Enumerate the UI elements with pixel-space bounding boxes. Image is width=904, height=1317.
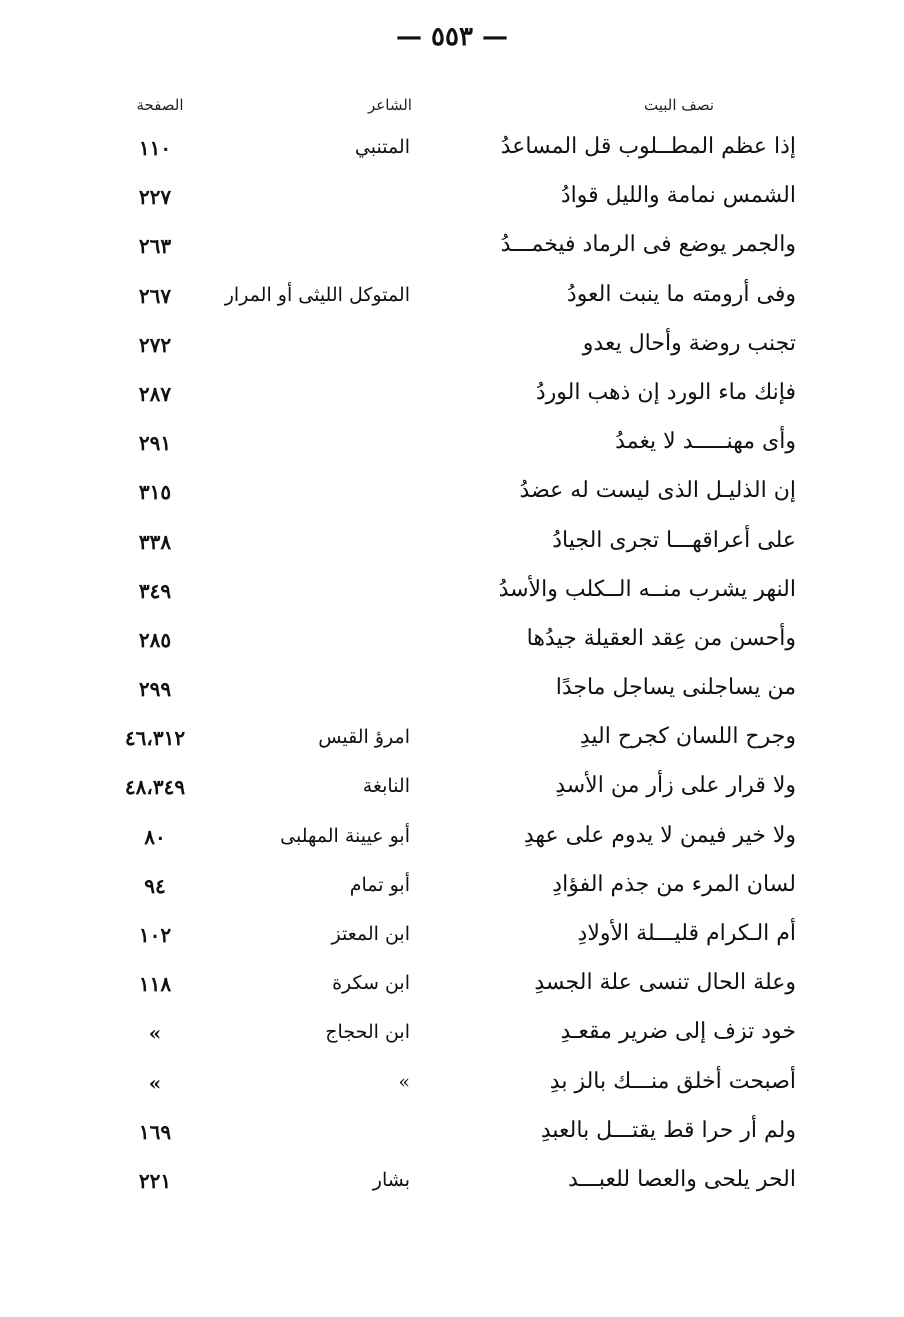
page-reference: ٣١٥ [138, 480, 172, 505]
page-reference: ١١٠ [138, 136, 172, 160]
page-reference: ٤٦،٣١٢ [124, 726, 186, 751]
table-row [0, 175, 904, 224]
table-header [0, 96, 904, 120]
page-reference: ٨٠ [144, 824, 166, 849]
page-reference: » [148, 1021, 162, 1046]
poet-name: ابن الحجاج [325, 1021, 410, 1044]
verse-half: أصبحت أخلق منـــك بالز بدِ [549, 1068, 796, 1094]
table-row [0, 1011, 904, 1060]
page-reference: ٣٣٨ [138, 529, 172, 554]
table-row [0, 864, 904, 913]
header-poet: الشاعر [368, 96, 412, 114]
table-row [0, 962, 904, 1011]
table-row [0, 126, 904, 175]
table-row [0, 716, 904, 765]
verse-half: خود تزف إلى ضرير مقعـدِ [560, 1019, 796, 1045]
table-row [0, 618, 904, 667]
table-row [0, 569, 904, 618]
table-row [0, 1061, 904, 1110]
verse-half: إذا عظم المطــلوب قل المساعدُ [500, 134, 796, 159]
page-reference: ٢٦٣ [138, 234, 172, 259]
verse-half: ولم أر حرا قط يقتـــل بالعبدِ [540, 1117, 796, 1143]
table-row [0, 274, 904, 323]
poet-name: النابغة [362, 775, 410, 798]
table-row [0, 520, 904, 569]
table-row [0, 224, 904, 273]
page-reference: ٢٩١ [138, 431, 172, 456]
verse-half: ولا خير فيمن لا يدوم على عهدِ [523, 822, 796, 848]
verse-half: وعلة الحال تنسى علة الجسدِ [534, 970, 796, 996]
header-verse: نصف البيت [644, 96, 714, 114]
verse-half: إن الذليـل الذى ليست له عضدُ [519, 478, 796, 504]
table-row [0, 372, 904, 421]
verse-half: أم الـكرام قليـــلة الأولادِ [577, 921, 796, 946]
table-row [0, 1110, 904, 1159]
verse-half: وأى مهنـــــد لا يغمدُ [615, 429, 796, 455]
page-number: — ٥٥٣ — [395, 22, 509, 52]
page-reference: ٢٦٧ [138, 283, 172, 308]
poet-name: المتوكل الليثى أو المرار [224, 283, 410, 306]
verse-half: وأحسن من عِقد العقيلة جيدُها [526, 625, 796, 651]
verse-half: على أعراقهـــا تجرى الجيادُ [552, 527, 796, 553]
verse-half: تجنب روضة وأحال يعدو [582, 330, 796, 356]
page-reference: ٣٤٩ [138, 578, 172, 603]
page-reference: ٢٨٥ [138, 627, 172, 652]
table-row [0, 765, 904, 814]
verse-half: الشمس نمامة والليل قوادُ [560, 183, 796, 209]
poet-name: » [398, 1070, 410, 1093]
table-row [0, 323, 904, 372]
page-reference: ٢٩٩ [138, 677, 172, 702]
verse-half: ولا قرار على زأر من الأسدِ [555, 773, 796, 799]
page-reference: ٢٢١ [138, 1168, 172, 1193]
page-reference: ٢٧٢ [138, 332, 172, 357]
table-row [0, 470, 904, 519]
verse-half: لسان المرء من جذم الفؤادِ [552, 871, 796, 897]
index-table [0, 126, 904, 1208]
page-reference: ٩٤ [144, 873, 166, 898]
table-row [0, 913, 904, 962]
page-reference: ١٠٢ [138, 923, 172, 947]
page-reference: ٢٨٧ [138, 381, 172, 406]
poet-name: بشار [372, 1168, 410, 1191]
verse-half: والجمر يوضع فى الرماد فيخمـــدُ [500, 232, 796, 258]
page-reference: ٢٢٧ [138, 185, 172, 210]
poet-name: ابن سكرة [332, 972, 410, 995]
table-row [0, 815, 904, 864]
table-row [0, 667, 904, 716]
verse-half: من يساجلنى يساجل ماجدًا [555, 675, 796, 701]
verse-half: وجرح اللسان كجرح اليدِ [579, 724, 796, 750]
verse-half: فإنك ماء الورد إن ذهب الوردُ [535, 379, 796, 405]
poet-name: ابن المعتز [331, 923, 410, 945]
table-row [0, 421, 904, 470]
header-page: الصفحة [136, 96, 184, 114]
poet-name: أبو تمام [349, 873, 410, 896]
table-row [0, 1159, 904, 1208]
page-reference: ١١٨ [138, 972, 172, 997]
page-reference: ١٦٩ [138, 1119, 172, 1144]
page-reference: ٤٨،٣٤٩ [124, 775, 186, 800]
verse-half: الحر يلحى والعصا للعبـــد [567, 1166, 796, 1192]
poet-name: المتنبي [354, 136, 410, 158]
page-reference: » [148, 1070, 162, 1095]
verse-half: النهر يشرب منــه الــكلب والأسدُ [498, 576, 796, 602]
poet-name: امرؤ القيس [318, 726, 410, 749]
poet-name: أبو عيينة المهلبى [280, 824, 410, 847]
verse-half: وفى أرومته ما ينبت العودُ [566, 281, 796, 307]
